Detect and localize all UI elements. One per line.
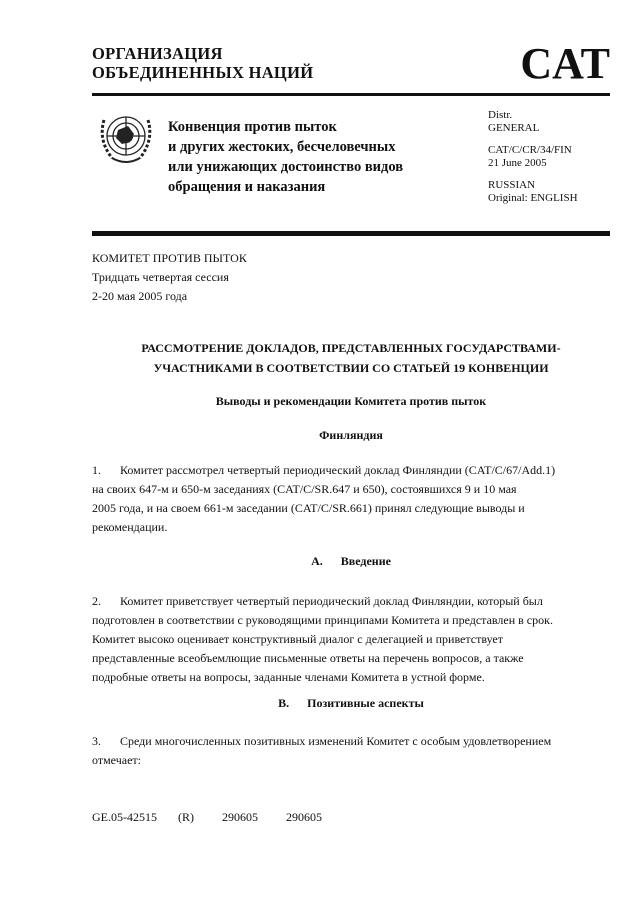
section-heading-b bbox=[92, 696, 610, 711]
original-language: Original: ENGLISH bbox=[488, 191, 578, 204]
convention-line: обращения и наказания bbox=[168, 179, 326, 195]
session: Тридцать четвертая сессия bbox=[92, 270, 229, 284]
paragraph-1 bbox=[92, 461, 610, 537]
organization-name bbox=[92, 44, 313, 82]
distr-value: GENERAL bbox=[488, 121, 540, 134]
paragraph-line: 2005 года, и на своем 661-м заседании (CAT/C/SR.661) принял следующие выводы и bbox=[92, 501, 525, 515]
paragraph-line: Комитет приветствует четвертый периодический доклад Финляндии, который был bbox=[120, 594, 543, 608]
convention-title bbox=[168, 117, 403, 197]
section-title: Позитивные аспекты bbox=[307, 696, 424, 710]
paragraph-line: рекомендации. bbox=[92, 520, 168, 534]
session-dates: 2-20 мая 2005 года bbox=[92, 289, 188, 303]
document-symbol-large: CAT bbox=[520, 39, 610, 88]
paragraph-line: Комитет рассмотрел четвертый периодический доклад Финляндии (CAT/C/67/Add.1) bbox=[120, 463, 556, 477]
paragraph-line: подготовлен в соответствии с руководящими принципами Комитета и представлен в срок. bbox=[92, 613, 553, 627]
paragraph-line: отмечает: bbox=[92, 753, 141, 767]
section-title: Введение bbox=[340, 554, 391, 568]
paragraph-line: Среди многочисленных позитивных изменений Комитет с особым удовлетворением bbox=[120, 734, 552, 748]
convention-line: или унижающих достоинство видов bbox=[168, 159, 404, 175]
document-metadata bbox=[488, 109, 578, 204]
distr-label: Distr. bbox=[488, 109, 513, 121]
paragraph-2 bbox=[92, 592, 610, 687]
country-heading: Финляндия bbox=[319, 428, 383, 442]
paragraph-line: на своих 647-м и 650-м заседаниях (CAT/C/SR.647 и 650), состоявшихся 9 и 10 мая bbox=[92, 482, 517, 496]
paragraph-number: 1. bbox=[92, 463, 101, 477]
org-line: ОРГАНИЗАЦИЯ bbox=[92, 44, 223, 63]
section-letter: B. bbox=[278, 696, 290, 710]
doc-symbol: CAT/C/CR/34/FIN bbox=[488, 144, 572, 156]
subtitle: Выводы и рекомендации Комитета против пыток bbox=[215, 394, 487, 408]
paragraph-line: представленные всеобъемлющие письменные ответы на перечень вопросов, а также bbox=[92, 651, 524, 665]
paragraph-line: подробные ответы на вопросы, заданные членами Комитета в устной форме. bbox=[92, 670, 485, 684]
document-title bbox=[92, 338, 610, 378]
convention-line: Конвенция против пыток bbox=[168, 119, 337, 135]
committee-info bbox=[92, 249, 247, 306]
footer-job-number: GE.05-42515 (R) 290605 290605 bbox=[92, 810, 322, 824]
title-line: УЧАСТНИКАМИ В СООТВЕТСТВИИ СО СТАТЬЕЙ 19 КОНВЕНЦИИ bbox=[153, 361, 549, 375]
title-line: РАССМОТРЕНИЕ ДОКЛАДОВ, ПРЕДСТАВЛЕННЫХ ГОСУДАРСТВАМИ- bbox=[141, 341, 561, 355]
doc-date: 21 June 2005 bbox=[488, 156, 547, 169]
divider bbox=[92, 93, 610, 96]
doc-language: RUSSIAN bbox=[488, 179, 536, 191]
org-line: ОБЪЕДИНЕННЫХ НАЦИЙ bbox=[92, 63, 314, 82]
paragraph-number: 2. bbox=[92, 594, 101, 608]
section-letter: A. bbox=[311, 554, 323, 568]
divider-thick bbox=[92, 231, 610, 236]
committee-name: КОМИТЕТ ПРОТИВ ПЫТОК bbox=[92, 251, 247, 265]
section-heading-a bbox=[92, 554, 610, 569]
un-emblem-icon bbox=[94, 106, 158, 170]
paragraph-number: 3. bbox=[92, 734, 101, 748]
paragraph-line: Комитет высоко оценивает конструктивный диалог с делегацией и приветствует bbox=[92, 632, 503, 646]
convention-line: и других жестоких, бесчеловечных bbox=[168, 139, 396, 155]
paragraph-3 bbox=[92, 732, 610, 770]
